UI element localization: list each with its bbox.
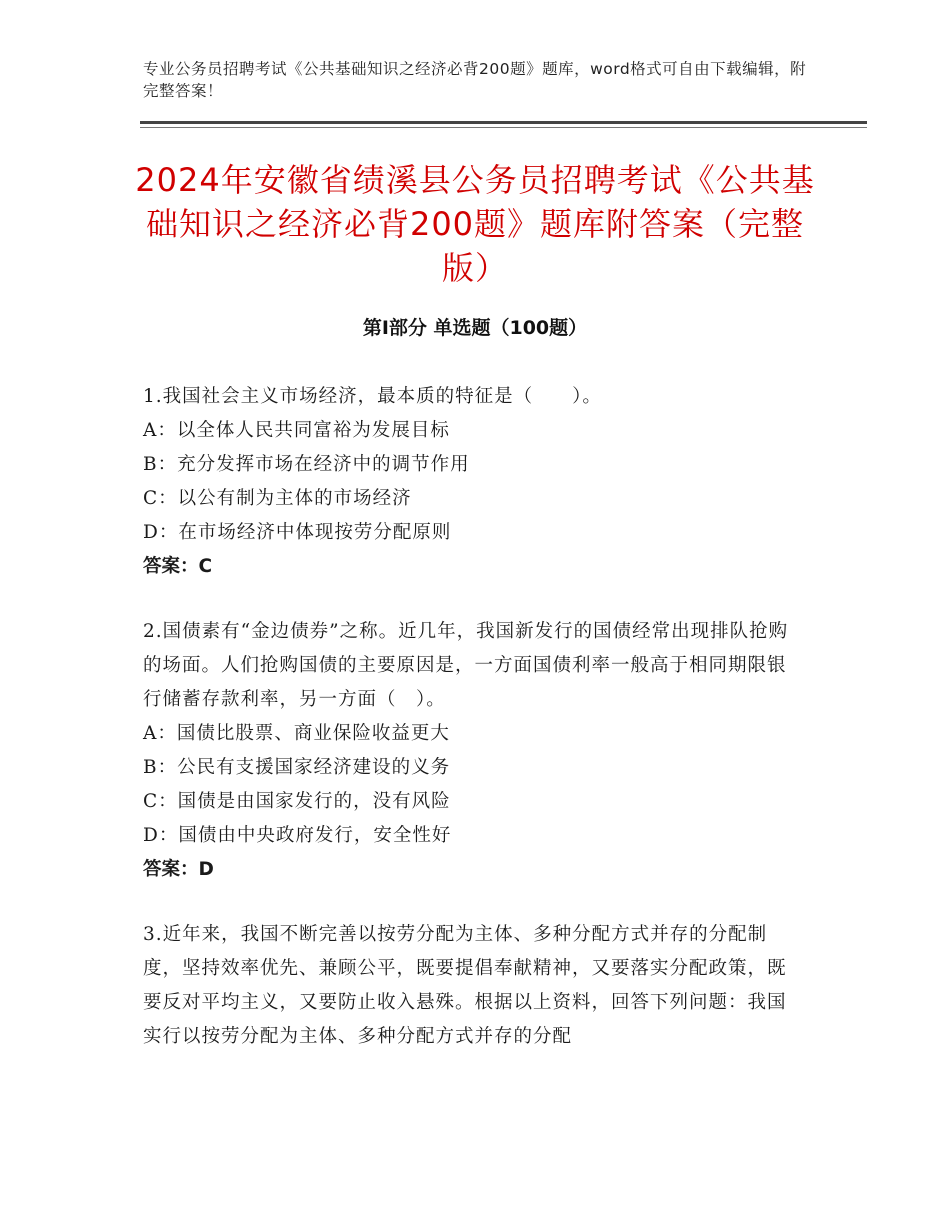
option-b: B：充分发挥市场在经济中的调节作用 bbox=[143, 454, 470, 475]
answer: 答案：D bbox=[143, 859, 214, 880]
question-stem: 3.近年来，我国不断完善以按劳分配为主体、多种分配方式并存的分配制度，坚持效率优先、兼顾公平，既要提倡奉献精神，又要落实分配政策，既要反对平均主义，又要防止收入悬殊。根据以上资料，回答下列问题：我国实行以按劳分配为主体、多种分配方式并存的分配 bbox=[143, 924, 787, 1047]
section-title: 第Ⅰ部分 单选题（100题） bbox=[362, 317, 588, 339]
header-divider-thin bbox=[140, 127, 867, 128]
document-title: 2024年安徽省绩溪县公务员招聘考试《公共基础知识之经济必背200题》题库附答案（完整版） bbox=[135, 161, 815, 287]
question-list bbox=[143, 380, 803, 1085]
question-stem: 1.我国社会主义市场经济，最本质的特征是（ ）。 bbox=[143, 386, 602, 407]
question-1 bbox=[143, 380, 803, 584]
option-c: C：以公有制为主体的市场经济 bbox=[143, 488, 412, 509]
answer: 答案：C bbox=[143, 556, 213, 577]
option-a: A：国债比股票、商业保险收益更大 bbox=[143, 723, 450, 744]
question-stem: 2.国债素有“金边债券”之称。近几年，我国新发行的国债经常出现排队抢购的场面。人们抢购国债的主要原因是，一方面国债利率一般高于相同期限银行储蓄存款利率，另一方面（ ）。 bbox=[143, 621, 789, 710]
question-3 bbox=[143, 918, 803, 1054]
option-b: B：公民有支援国家经济建设的义务 bbox=[143, 757, 451, 778]
option-d: D：在市场经济中体现按劳分配原则 bbox=[143, 522, 452, 543]
option-c: C：国债是由国家发行的，没有风险 bbox=[143, 791, 451, 812]
header-divider-thick bbox=[140, 121, 867, 124]
question-2 bbox=[143, 615, 803, 887]
option-a: A：以全体人民共同富裕为发展目标 bbox=[143, 420, 450, 441]
option-d: D：国债由中央政府发行，安全性好 bbox=[143, 825, 452, 846]
header-note: 专业公务员招聘考试《公共基础知识之经济必背200题》题库，word格式可自由下载编辑，附完整答案！ bbox=[143, 60, 807, 100]
